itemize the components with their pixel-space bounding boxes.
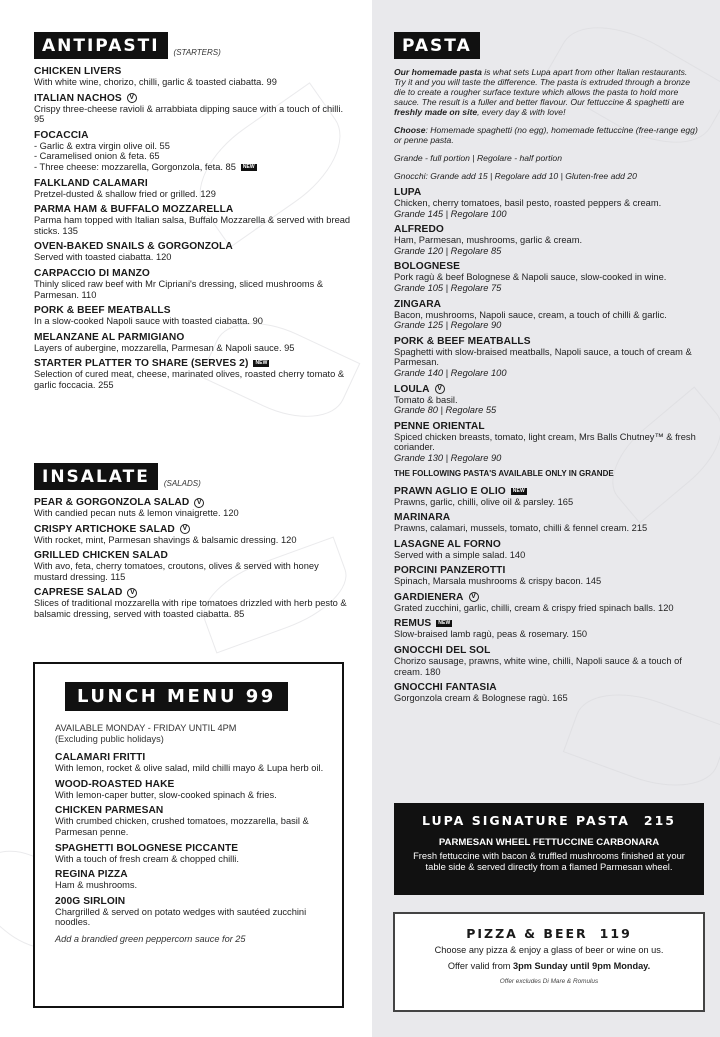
item-name bbox=[34, 130, 354, 141]
item-desc: Chicken, cherry tomatoes, basil pesto, roasted peppers & cream. bbox=[394, 198, 662, 208]
item-name bbox=[34, 587, 354, 598]
pizza-line2 bbox=[395, 961, 703, 972]
insalate-section bbox=[34, 463, 354, 625]
item-desc: Ham, Parmesan, mushrooms, garlic & cream. bbox=[394, 235, 583, 246]
signature-subtitle: PARMESAN WHEEL FETTUCCINE CARBONARA bbox=[438, 837, 660, 848]
menu-item bbox=[55, 752, 324, 774]
item-name-text: CALAMARI FRITTI bbox=[55, 752, 146, 764]
menu-item bbox=[394, 539, 700, 561]
item-desc: Selection of cured meat, cheese, marinated olives, roasted cherry tomato & garlic foccacia. 255 bbox=[34, 369, 345, 390]
item-desc: With a touch of fresh cream & chopped chilli. bbox=[55, 853, 239, 864]
item-name-text: ZINGARA bbox=[394, 298, 442, 310]
item-price: Grande 130 | Regolare 90 bbox=[394, 452, 502, 463]
item-name-text: MARINARA bbox=[394, 512, 451, 524]
menu-item bbox=[34, 332, 354, 354]
item-price: Grande 80 | Regolare 55 bbox=[394, 405, 497, 416]
menu-item bbox=[34, 268, 354, 300]
item-name bbox=[34, 550, 354, 561]
section-title: INSALATE bbox=[34, 463, 158, 490]
item-name bbox=[394, 224, 700, 235]
menu-item bbox=[394, 565, 700, 587]
item-name bbox=[394, 486, 700, 497]
item-name-text: GNOCCHI DEL SOL bbox=[394, 645, 491, 657]
signature-price: 215 bbox=[643, 813, 676, 828]
item-name-text: PENNE ORIENTAL bbox=[394, 420, 485, 432]
item-name bbox=[394, 592, 700, 603]
new-badge: NEW bbox=[438, 620, 451, 627]
pizza-price: 119 bbox=[599, 926, 632, 941]
item-name-text: FALKLAND CALAMARI bbox=[34, 177, 148, 189]
lunch-info-line: (Excluding public holidays) bbox=[55, 733, 164, 744]
menu-item bbox=[55, 896, 324, 928]
item-name bbox=[55, 843, 324, 854]
item-name-text: PRAWN AGLIO E OLIO bbox=[394, 485, 506, 497]
item-desc: Thinly sliced raw beef with Mr Cipriani's dressing, sliced mushrooms & Parmesan. 110 bbox=[34, 278, 324, 300]
menu-item bbox=[34, 178, 354, 200]
item-name-text: FOCACCIA bbox=[34, 129, 89, 141]
lunch-title: LUNCH MENU 99 bbox=[65, 682, 288, 711]
item-name bbox=[55, 752, 324, 763]
item-name bbox=[394, 336, 700, 347]
menu-item bbox=[55, 869, 324, 891]
lunch-info-line: AVAILABLE MONDAY - FRIDAY UNTIL 4PM bbox=[55, 723, 237, 733]
item-name-text: CHICKEN LIVERS bbox=[34, 66, 122, 77]
item-desc: Ham & mushrooms. bbox=[55, 880, 138, 891]
item-desc: Tomato & basil. bbox=[394, 394, 458, 405]
item-name-text: REGINA PIZZA bbox=[55, 869, 128, 881]
intro-paragraph bbox=[394, 67, 700, 117]
item-name-text: PORK & BEEF MEATBALLS bbox=[394, 335, 531, 347]
menu-item bbox=[394, 486, 700, 508]
menu-item bbox=[34, 130, 354, 173]
item-name-text: LUPA bbox=[394, 187, 422, 198]
section-subtitle: (SALADS) bbox=[163, 479, 201, 488]
item-price: Grande 145 | Regolare 100 bbox=[394, 208, 507, 219]
menu-item bbox=[394, 187, 700, 219]
vegetarian-icon: V bbox=[127, 588, 137, 598]
item-desc: Served with a simple salad. 140 bbox=[394, 549, 526, 560]
section-title: ANTIPASTI bbox=[34, 32, 168, 59]
item-name bbox=[34, 305, 354, 316]
item-name-text: GRILLED CHICKEN SALAD bbox=[34, 550, 168, 562]
item-name bbox=[394, 512, 700, 523]
menu-list bbox=[55, 752, 324, 928]
menu-item bbox=[394, 592, 700, 614]
gnocchi-line: Gnocchi: Grande add 15 | Regolare add 10 | Gluten-free add 20 bbox=[394, 171, 637, 181]
menu-item bbox=[394, 421, 700, 464]
item-name bbox=[55, 896, 324, 907]
menu-item bbox=[34, 587, 354, 619]
item-desc: Prawns, garlic, chilli, olive oil & parsley. 165 bbox=[394, 496, 574, 507]
lunch-menu-box bbox=[33, 662, 344, 1008]
item-desc-line: - Garlic & extra virgin olive oil. 55 bbox=[34, 140, 170, 151]
lunch-footnote: Add a brandied green peppercorn sauce for 25 bbox=[55, 933, 246, 944]
intro-bold: Our homemade pasta bbox=[394, 67, 482, 77]
item-desc: Pretzel-dusted & shallow fried or grilled. 129 bbox=[34, 188, 216, 199]
item-desc: With candied pecan nuts & lemon vinaigrette. 120 bbox=[34, 508, 239, 518]
item-price: Grande 140 | Regolare 100 bbox=[394, 367, 507, 378]
item-name bbox=[394, 618, 700, 629]
item-desc: Spinach, Marsala mushrooms & crispy bacon. 145 bbox=[394, 576, 602, 587]
item-desc-line: - Caramelised onion & feta. 65 bbox=[34, 151, 160, 162]
menu-item bbox=[394, 384, 700, 416]
item-price: Grande 105 | Regolare 75 bbox=[394, 282, 502, 293]
item-name bbox=[394, 421, 700, 432]
item-name bbox=[394, 539, 700, 550]
signature-desc: Fresh fettuccine with bacon & truffled mushrooms finished at your table side & served directly from a flamed Parmesan wheel. bbox=[413, 850, 685, 872]
item-name bbox=[55, 869, 324, 880]
pasta-intro bbox=[394, 67, 700, 181]
new-badge: NEW bbox=[242, 164, 255, 171]
item-desc: Served with toasted ciabatta. 120 bbox=[34, 252, 172, 263]
menu-item bbox=[34, 497, 354, 519]
item-name-text: PARMA HAM & BUFFALO MOZZARELLA bbox=[34, 204, 234, 216]
item-desc: With rocket, mint, Parmesan shavings & balsamic dressing. 120 bbox=[34, 534, 297, 545]
pizza-fine-print: Offer excludes Di Mare & Romulus bbox=[499, 978, 599, 985]
item-desc: Spaghetti with slow-braised meatballs, Napoli sauce, a touch of cream & Parmesan. bbox=[394, 346, 692, 368]
item-name-text: ITALIAN NACHOS bbox=[34, 92, 122, 104]
item-name-text: PEAR & GORGONZOLA SALAD bbox=[34, 497, 190, 508]
item-name-text: OVEN-BAKED SNAILS & GORGONZOLA bbox=[34, 241, 233, 253]
intro-bold: freshly made on site bbox=[394, 107, 478, 117]
item-price: Grande 125 | Regolare 90 bbox=[394, 320, 502, 331]
item-name bbox=[394, 384, 700, 395]
item-desc: Chorizo sausage, prawns, white wine, chilli, Napoli sauce & a touch of cream. 180 bbox=[394, 656, 682, 677]
grande-note: THE FOLLOWING PASTA'S AVAILABLE ONLY IN GRANDE bbox=[394, 468, 614, 478]
pasta-section bbox=[394, 32, 700, 709]
item-name-text: LASAGNE AL FORNO bbox=[394, 538, 501, 550]
item-desc: Gorgonzola cream & Bolognese ragù. 165 bbox=[394, 693, 568, 704]
menu-item bbox=[34, 550, 354, 582]
new-badge: NEW bbox=[512, 487, 525, 494]
item-desc: Slow-braised lamb ragù, peas & rosemary. 150 bbox=[394, 629, 588, 640]
item-desc: With lemon-caper butter, slow-cooked spinach & fries. bbox=[55, 789, 277, 800]
signature-title-text: LUPA SIGNATURE PASTA bbox=[422, 813, 630, 828]
menu-item bbox=[394, 682, 700, 704]
item-name bbox=[394, 565, 700, 576]
item-price: Grande 120 | Regolare 85 bbox=[394, 245, 502, 256]
item-name-text: WOOD-ROASTED HAKE bbox=[55, 778, 175, 790]
menu-item bbox=[34, 358, 354, 390]
item-name bbox=[55, 805, 324, 816]
item-name bbox=[34, 524, 354, 535]
menu-item bbox=[394, 224, 700, 256]
intro-text: is what sets Lupa apart from other Italian restaurants. Try it and you will taste the difference. The pasta is extruded through a bronze die to create a rougher surface texture which allows the pasta to hold more sauce. The result is a fuller and better flavour. Our fettuccine & spaghetti are bbox=[394, 67, 691, 107]
item-name bbox=[34, 497, 354, 508]
item-name bbox=[394, 299, 700, 310]
item-name-text: STARTER PLATTER TO SHARE (SERVES 2) bbox=[34, 358, 249, 370]
pizza-line2-bold: 3pm Sunday until 9pm Monday. bbox=[513, 961, 651, 971]
menu-item bbox=[394, 512, 700, 534]
lunch-availability bbox=[55, 723, 324, 744]
menu-item bbox=[394, 618, 700, 640]
item-desc: With avo, feta, cherry tomatoes, croutons, olives & served with honey mustard dressing. 115 bbox=[34, 561, 319, 582]
menu-item bbox=[55, 843, 324, 865]
item-desc: Crispy three-cheese ravioli & arrabbiata dipping sauce with a touch of chilli. 95 bbox=[34, 103, 344, 125]
item-name bbox=[34, 332, 354, 343]
menu-item bbox=[55, 779, 324, 801]
item-name-text: LOULA bbox=[394, 383, 430, 395]
item-desc: Bacon, mushrooms, Napoli sauce, cream, a touch of chilli & garlic. bbox=[394, 309, 667, 320]
pizza-line2-pre: Offer valid from bbox=[447, 961, 514, 971]
item-name-text: GARDIENERA bbox=[394, 591, 464, 603]
section-subtitle: (STARTERS) bbox=[173, 48, 221, 57]
item-name bbox=[34, 241, 354, 252]
vegetarian-icon: V bbox=[180, 524, 190, 534]
menu-item bbox=[394, 645, 700, 677]
item-desc: Layers of aubergine, mozzarella, Parmesan & Napoli sauce. 95 bbox=[34, 342, 295, 353]
item-name bbox=[394, 645, 700, 656]
pizza-title bbox=[395, 926, 703, 941]
choose-paragraph bbox=[394, 125, 700, 145]
item-desc: Pork ragù & beef Bolognese & Napoli sauce, slow-cooked in wine. bbox=[394, 272, 667, 283]
item-desc: Slices of traditional mozzarella with ripe tomatoes drizzled with herb pesto & balsamic dressing, served with toasted ciabatta. 85 bbox=[34, 598, 347, 619]
item-name-text: BOLOGNESE bbox=[394, 261, 460, 273]
item-name-text: PORK & BEEF MEATBALLS bbox=[34, 305, 171, 317]
menu-item bbox=[34, 204, 354, 236]
vegetarian-icon: V bbox=[435, 384, 445, 394]
menu-list bbox=[394, 486, 700, 704]
menu-item bbox=[34, 305, 354, 327]
item-desc: Spiced chicken breasts, tomato, light cream, Mrs Balls Chutney™ & fresh coriander. bbox=[394, 431, 696, 453]
menu-item bbox=[34, 524, 354, 546]
item-desc: Chargrilled & served on potato wedges with sautéed zucchini noodles. bbox=[55, 906, 307, 928]
vegetarian-icon: V bbox=[127, 93, 137, 103]
menu-item bbox=[55, 805, 324, 837]
item-name-text: 200G SIRLOIN bbox=[55, 895, 126, 907]
item-desc: Parma ham topped with Italian salsa, Buffalo Mozzarella & served with bread sticks. 135 bbox=[34, 215, 351, 236]
item-desc: Grated zucchini, garlic, chilli, cream & crispy fried spinach balls. 120 bbox=[394, 602, 674, 613]
item-desc: With lemon, rocket & olive salad, mild chilli mayo & Lupa herb oil. bbox=[55, 763, 324, 774]
menu-item bbox=[34, 93, 354, 125]
item-name-text: ALFREDO bbox=[394, 224, 444, 236]
item-name-text: SPAGHETTI BOLOGNESE PICCANTE bbox=[55, 842, 239, 854]
item-name-text: CARPACCIO DI MANZO bbox=[34, 267, 150, 279]
new-badge: NEW bbox=[255, 360, 268, 367]
item-name bbox=[34, 93, 354, 104]
menu-item bbox=[34, 241, 354, 263]
item-name-text: CRISPY ARTICHOKE SALAD bbox=[34, 523, 175, 535]
menu-item bbox=[394, 299, 700, 331]
item-desc: Prawns, calamari, mussels, tomato, chilli & fennel cream. 215 bbox=[394, 523, 648, 534]
menu-list bbox=[394, 187, 700, 464]
menu-item bbox=[394, 261, 700, 293]
portion-line: Grande - full portion | Regolare - half portion bbox=[394, 153, 562, 163]
pizza-title-text: PIZZA & BEER bbox=[466, 926, 588, 941]
menu-item bbox=[394, 336, 700, 379]
item-name bbox=[34, 204, 354, 215]
item-name-text: GNOCCHI FANTASIA bbox=[394, 682, 497, 694]
pizza-line1: Choose any pizza & enjoy a glass of beer or wine on us. bbox=[434, 945, 664, 955]
item-name bbox=[34, 66, 354, 77]
item-name-text: CHICKEN PARMESAN bbox=[55, 805, 164, 817]
signature-title bbox=[394, 813, 704, 828]
item-name bbox=[34, 358, 354, 369]
item-name bbox=[394, 682, 700, 693]
item-name bbox=[394, 261, 700, 272]
item-name-text: CAPRESE SALAD bbox=[34, 587, 123, 599]
signature-pasta-box bbox=[394, 803, 704, 895]
item-desc: With crumbed chicken, crushed tomatoes, mozzarella, basil & Parmesan penne. bbox=[55, 816, 309, 837]
item-name-text: REMUS bbox=[394, 618, 432, 630]
antipasti-section bbox=[34, 32, 354, 396]
item-name-text: PORCINI PANZEROTTI bbox=[394, 565, 506, 577]
item-name bbox=[55, 779, 324, 790]
item-name bbox=[394, 187, 700, 198]
menu-list bbox=[34, 66, 354, 391]
item-name-text: MELANZANE AL PARMIGIANO bbox=[34, 331, 185, 343]
item-name bbox=[34, 268, 354, 279]
section-title: PASTA bbox=[394, 32, 480, 59]
item-desc: In a slow-cooked Napoli sauce with toasted ciabatta. 90 bbox=[34, 316, 263, 327]
item-desc: With white wine, chorizo, chilli, garlic & toasted ciabatta. 99 bbox=[34, 77, 277, 87]
choose-bold: Choose bbox=[394, 125, 426, 135]
menu-item bbox=[34, 66, 354, 88]
vegetarian-icon: V bbox=[194, 498, 204, 508]
menu-list bbox=[34, 497, 354, 620]
vegetarian-icon: V bbox=[469, 592, 479, 602]
item-name bbox=[34, 178, 354, 189]
intro-text: , every day & with love! bbox=[477, 107, 566, 117]
item-desc-line: - Three cheese: mozzarella, Gorgonzola, feta. 85 NEW bbox=[34, 161, 255, 172]
choose-text: : Homemade spaghetti (no egg), homemade fettuccine (free-range egg) or penne pasta. bbox=[394, 125, 698, 145]
pizza-beer-box bbox=[393, 912, 705, 1012]
